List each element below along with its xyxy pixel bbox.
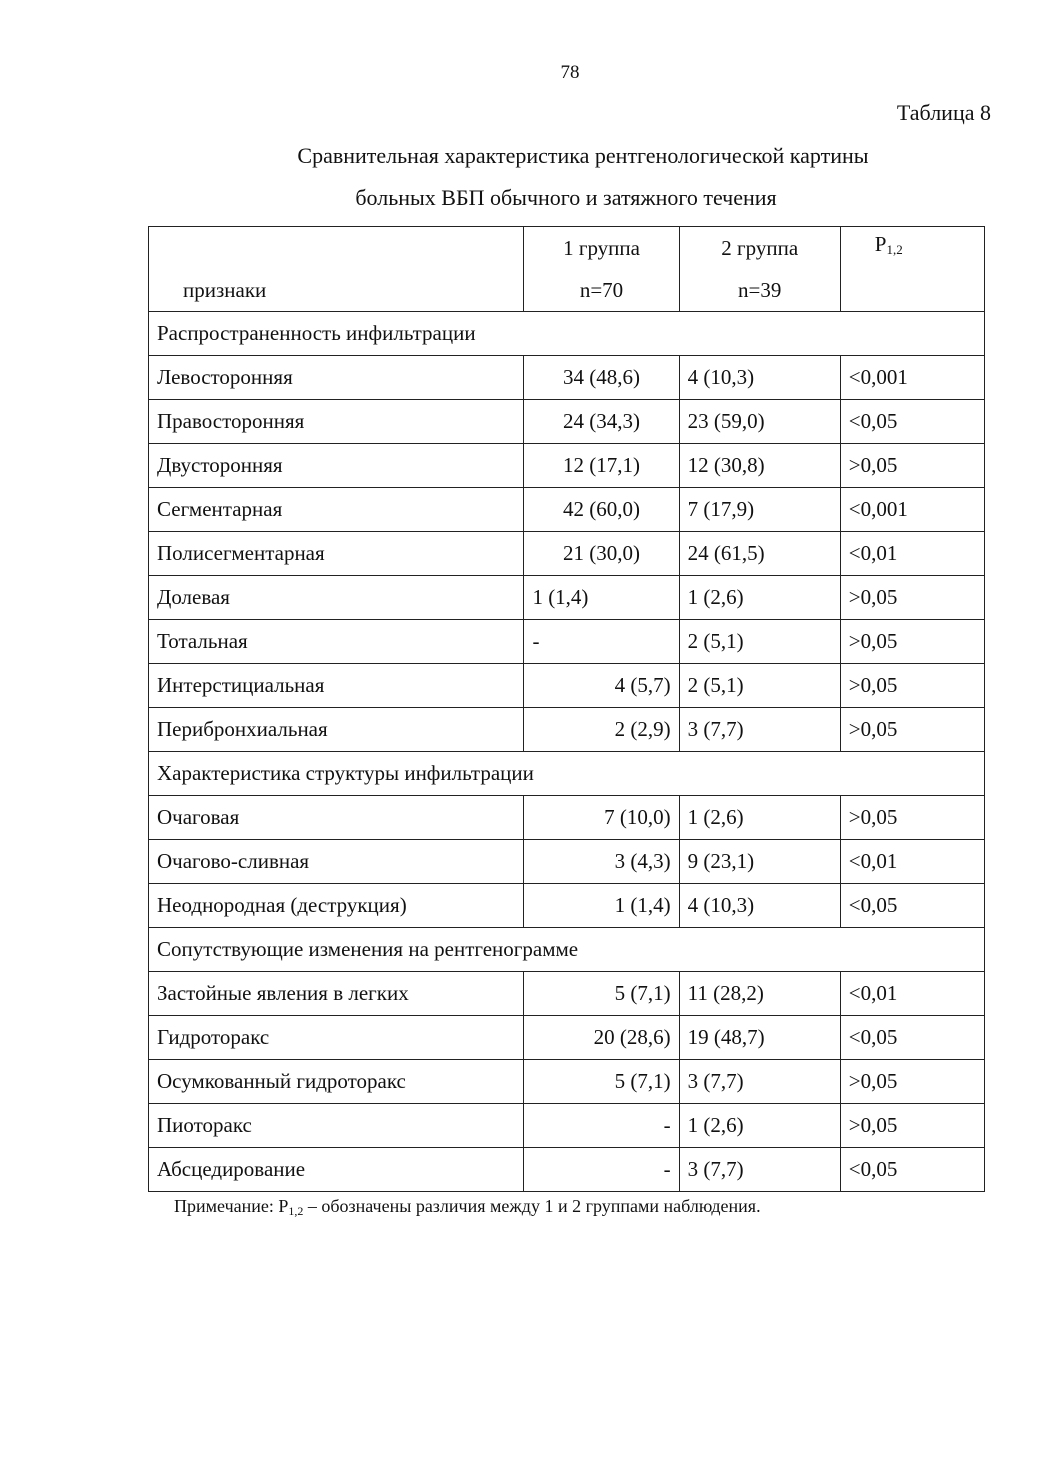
row-p-cell: >0,05 [840,796,984,840]
table-row [149,884,985,928]
row-p-cell: >0,05 [840,620,984,664]
row-p-cell: <0,001 [840,356,984,400]
table-row [149,488,985,532]
header-p-label [875,227,903,267]
table-row [149,1104,985,1148]
row-name-cell: Двусторонняя [149,444,524,488]
table-row [149,1016,985,1060]
row-name-cell: Сегментарная [149,488,524,532]
row-group1-cell: 5 (7,1) [524,972,679,1016]
table-note [174,1196,761,1219]
header-attr-label: признаки [183,278,267,302]
row-name-cell: Очагово-сливная [149,840,524,884]
row-group2-cell: 23 (59,0) [679,400,840,444]
table-row [149,356,985,400]
row-p-cell: <0,01 [840,532,984,576]
row-group2-cell: 4 (10,3) [679,356,840,400]
table-row [149,708,985,752]
row-group2-cell: 9 (23,1) [679,840,840,884]
row-group2-cell: 1 (2,6) [679,576,840,620]
table-body [149,227,985,1192]
table-header-row [149,227,985,312]
row-group1-cell: 42 (60,0) [524,488,679,532]
row-group1-cell: 34 (48,6) [524,356,679,400]
row-group1-cell: - [524,1104,679,1148]
row-group2-cell: 19 (48,7) [679,1016,840,1060]
row-p-cell: >0,05 [840,576,984,620]
row-p-cell: >0,05 [840,1104,984,1148]
row-p-cell: <0,05 [840,884,984,928]
row-group2-cell: 4 (10,3) [679,884,840,928]
row-name-cell: Долевая [149,576,524,620]
section-header-row [149,752,985,796]
row-p-cell: <0,05 [840,400,984,444]
table-caption-line-2: больных ВБП обычного и затяжного течения [355,185,777,210]
row-name-cell: Перибронхиальная [149,708,524,752]
row-group2-cell: 3 (7,7) [679,1060,840,1104]
row-group1-cell: 20 (28,6) [524,1016,679,1060]
row-name-cell: Полисегментарная [149,532,524,576]
table-row [149,1148,985,1192]
section-title: Характеристика структуры инфильтрации [149,752,985,796]
row-group2-cell: 3 (7,7) [679,708,840,752]
row-group1-cell: 2 (2,9) [524,708,679,752]
section-header-row [149,312,985,356]
note-text: – обозначены различия между 1 и 2 группами наблюдения. [303,1196,761,1216]
row-group1-cell: 24 (34,3) [524,400,679,444]
row-name-cell: Пиоторакс [149,1104,524,1148]
note-subscript: 1,2 [288,1204,304,1218]
note-prefix: Примечание: P [174,1196,289,1216]
table-row [149,1060,985,1104]
row-group1-cell: 1 (1,4) [524,884,679,928]
row-group1-cell: 3 (4,3) [524,840,679,884]
header-p-cell [840,227,984,312]
row-group1-cell: 5 (7,1) [524,1060,679,1104]
table-row [149,972,985,1016]
row-name-cell: Тотальная [149,620,524,664]
row-name-cell: Интерстициальная [149,664,524,708]
section-header-row [149,928,985,972]
page-number: 78 [560,62,580,83]
row-group1-cell: 4 (5,7) [524,664,679,708]
row-p-cell: <0,05 [840,1148,984,1192]
row-group2-cell: 2 (5,1) [679,620,840,664]
row-name-cell: Левосторонняя [149,356,524,400]
row-p-cell: <0,05 [840,1016,984,1060]
header-p-letter: P [874,232,887,256]
row-group2-cell: 3 (7,7) [679,1148,840,1192]
table-caption-line-1: Сравнительная характеристика рентгенологической картины [297,143,869,168]
table-row [149,400,985,444]
row-group2-cell: 2 (5,1) [679,664,840,708]
header-p-subscript: 1,2 [886,242,903,257]
row-group1-cell: 1 (1,4) [524,576,679,620]
section-title: Распространенность инфильтрации [149,312,985,356]
row-group2-cell: 12 (30,8) [679,444,840,488]
row-group2-cell: 1 (2,6) [679,796,840,840]
table-row [149,576,985,620]
row-group1-cell: - [524,620,679,664]
table-label: Таблица 8 [896,100,991,125]
row-group1-cell: 12 (17,1) [524,444,679,488]
table-row [149,796,985,840]
table-row [149,620,985,664]
header-group2-cell [679,227,840,312]
row-p-cell: >0,05 [840,1060,984,1104]
row-group2-cell: 7 (17,9) [679,488,840,532]
row-group1-cell: 21 (30,0) [524,532,679,576]
table-row [149,840,985,884]
row-group2-cell: 11 (28,2) [679,972,840,1016]
row-p-cell: >0,05 [840,664,984,708]
header-group1-n: n=70 [579,278,624,302]
header-attr-cell [149,227,524,312]
row-name-cell: Неоднородная (деструкция) [149,884,524,928]
row-name-cell: Гидроторакс [149,1016,524,1060]
row-p-cell: <0,01 [840,840,984,884]
header-group2-n: n=39 [738,278,782,302]
section-title: Сопутствующие изменения на рентгенограмме [149,928,985,972]
row-p-cell: >0,05 [840,444,984,488]
row-name-cell: Очаговая [149,796,524,840]
row-p-cell: >0,05 [840,708,984,752]
row-name-cell: Осумкованный гидроторакс [149,1060,524,1104]
header-group1-label: 1 группа [563,236,640,260]
table-row [149,444,985,488]
row-name-cell: Правосторонняя [149,400,524,444]
comparison-table [148,226,985,1192]
header-group2-label: 2 группа [721,236,799,260]
row-p-cell: <0,01 [840,972,984,1016]
table-row [149,664,985,708]
table-row [149,532,985,576]
row-group1-cell: - [524,1148,679,1192]
header-group1-cell [524,227,679,312]
row-name-cell: Застойные явления в легких [149,972,524,1016]
row-p-cell: <0,001 [840,488,984,532]
row-group1-cell: 7 (10,0) [524,796,679,840]
row-name-cell: Абсцедирование [149,1148,524,1192]
row-group2-cell: 1 (2,6) [679,1104,840,1148]
row-group2-cell: 24 (61,5) [679,532,840,576]
